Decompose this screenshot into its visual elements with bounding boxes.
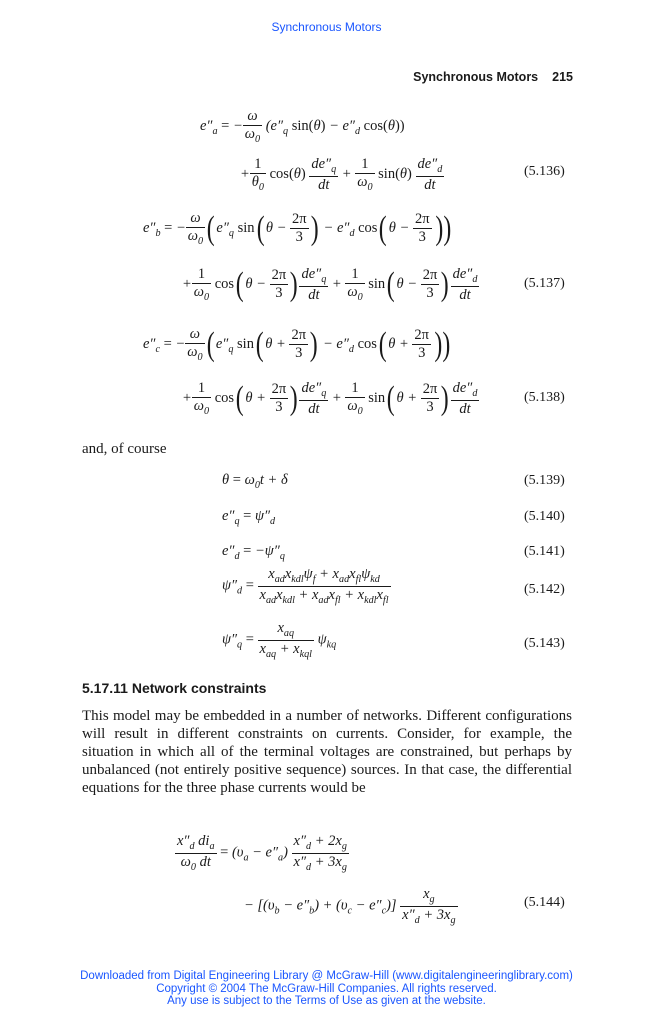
equation-5-144-line2: − $[(\upsilon_b - e''_b) + (\upsilon_c - e''_c)]$ $\frac{x_g}{x''_d + 3x_g}$: [244, 886, 456, 926]
equation-5-138-line1: $e''_c$ = − $\frac{\omega}{\omega_0}$ ( $e''_q$ sin( θ + $\frac{2\pi}{3}$ ) − $e''_d$ cos( θ + $\frac{2\pi}{3}$ )): [143, 325, 451, 363]
equation-number: (5.138): [524, 390, 565, 405]
equation-number: (5.137): [524, 276, 565, 291]
equation-5-144-line1: $\frac{x''_d di_a}{\omega_0 dt}$ = $(\upsilon_a - e''_a)$ $\frac{x''_d + 2x_g}{x''_d + 3x_g}$: [177, 833, 347, 873]
equation-number: (5.141): [524, 544, 565, 559]
equation-5-136-line1: $e''_a$ = − $\frac{\omega}{\omega_0}$ ($e''_q$ $\sin(\theta) - e''_d$ cos(θ)): [200, 108, 405, 145]
and-of-course-text: and, of course: [82, 441, 167, 457]
running-title: Synchronous Motors: [413, 70, 539, 84]
equation-5-143: $\psi''_q$ = $\frac{x_{aq}}{x_{aq} + x_{kql}}$ $\psi_{kq}$: [222, 620, 337, 660]
footer-terms-link[interactable]: Any use is subject to the Terms of Use as given at the website.: [167, 995, 486, 1007]
footer-download-link[interactable]: Downloaded from Digital Engineering Library @ McGraw-Hill (www.digitalengineeringlibrary.com): [80, 970, 573, 982]
running-header: [413, 70, 573, 84]
equation-5-142: $\psi''_d$ = $\frac{x_{ad}x_{kdl}\psi_f + x_{ad}x_{fl}\psi_{kd}}{x_{ad}x_{kdl} + x_{ad}x_{fl} + x_{kdl}x_{fl}}$: [222, 566, 389, 606]
equation-number: (5.140): [524, 509, 565, 524]
equation-5-141: $e''_d = -\psi''_q$: [222, 543, 285, 562]
equation-number: (5.144): [524, 895, 565, 910]
equation-5-137-line1: $e''_b$ = − $\frac{\omega}{\omega_0}$ ( $e''_q$ sin( θ − $\frac{2\pi}{3}$ ) − $e''_d$ cos( θ − $\frac{2\pi}{3}$ )): [143, 209, 451, 247]
section-title: 5.17.11 Network constraints: [82, 680, 267, 696]
equation-5-138-line2: + $\frac{1}{\omega_0}$ cos( θ + $\frac{2\pi}{3}$ ) $\frac{de''_q}{dt}$ + $\frac{1}{\omega_0}$ sin( θ + $\frac{2\pi}{3}$ ) $\frac{de''_d}{dt}$: [182, 379, 478, 417]
equation-5-139: $\theta = \omega_0t + \delta$: [222, 472, 288, 491]
equation-5-136-line2: + $\frac{1}{\theta_0}$ cos(θ) $\frac{de''_q}{dt}$ + $\frac{1}{\omega_0}$ sin(θ) $\frac{de''_d}{dt}$: [240, 156, 443, 193]
page-number: 215: [552, 70, 573, 84]
equation-number: (5.139): [524, 473, 565, 488]
equation-number: (5.136): [524, 164, 565, 179]
equation-number: (5.142): [524, 582, 565, 597]
footer-copyright: Copyright © 2004 The McGraw-Hill Companies. All rights reserved.: [156, 982, 497, 995]
footer-notice: [0, 970, 653, 1008]
equation-5-137-line2: + $\frac{1}{\omega_0}$ cos( θ − $\frac{2\pi}{3}$ ) $\frac{de''_q}{dt}$ + $\frac{1}{\omega_0}$ sin( θ − $\frac{2\pi}{3}$ ) $\frac{de''_d}{dt}$: [182, 265, 478, 303]
paragraph: This model may be embedded in a number of networks. Different configurations will result in different constraints on currents. Consider, for example, the situation in which all of the terminal voltages are constrained, but perhaps by unbalanced (not entirely positive sequence) sources. In that case, the differential equations for the three phase currents would be: [82, 708, 572, 796]
top-chapter-link[interactable]: Synchronous Motors: [271, 20, 382, 34]
equation-5-140: $e''_q = \psi''_d$: [222, 508, 276, 527]
equation-number: (5.143): [524, 636, 565, 651]
